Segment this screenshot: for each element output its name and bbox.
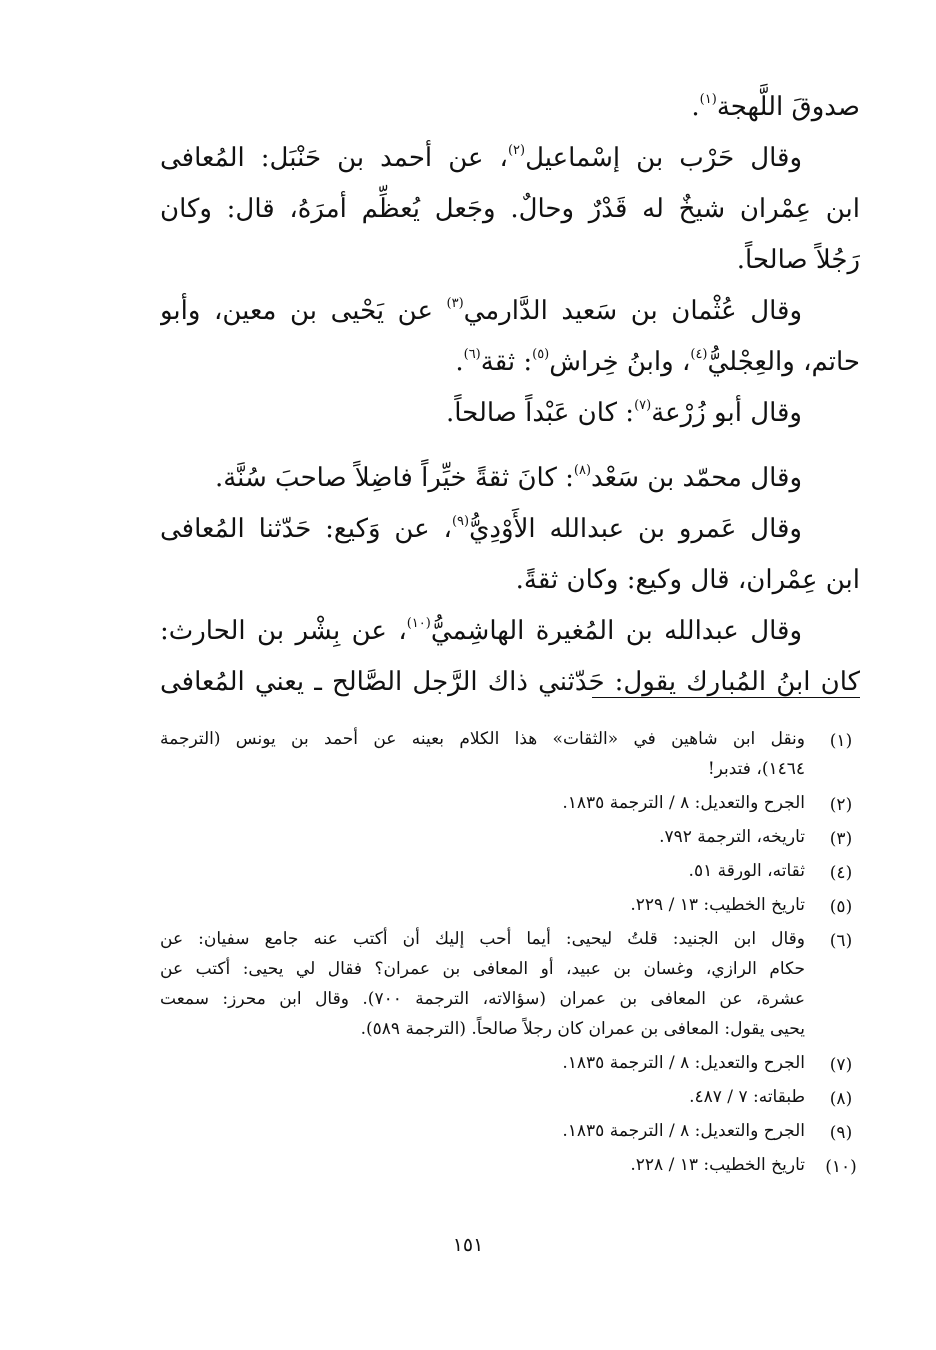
footnote [160, 1048, 865, 1078]
footnote-number: (٦) [829, 931, 853, 951]
footnote-number: (٤) [829, 863, 853, 883]
footnote-ref[interactable]: (٤) [690, 347, 708, 362]
footnote-line: تاريخ الخطيب: ١٣ / ٢٢٩. [630, 895, 805, 915]
footnote-ref[interactable]: (٣) [446, 296, 464, 311]
footnote [160, 856, 865, 886]
footnote-line: تاريخ الخطيب: ١٣ / ٢٢٨. [630, 1155, 805, 1175]
footnote [160, 924, 865, 1044]
footnote-ref[interactable]: (١) [699, 92, 717, 107]
text-line: رَجُلاً صالحاً. [736, 245, 860, 275]
footnote-number: (٥) [829, 897, 853, 917]
footnote-ref[interactable]: (٥) [532, 347, 550, 362]
text-line: صدوقَ اللَّهجة$^{(١)}$. [691, 92, 860, 122]
footnote [160, 890, 865, 920]
text-line: حاتم، والعِجْليُّ$^{(٤)}$، وابنُ خِراش$^{(٥)}$: ثقة$^{(٦)}$. [455, 347, 860, 377]
footnote [160, 1082, 865, 1112]
text-line: وقال حَرْب بن إسْماعيل$^{(٢)}$، عن أحمد بن حَنْبَل: المُعافى [160, 143, 802, 173]
footnote-ref[interactable]: (٨) [573, 463, 592, 478]
footnote [160, 822, 865, 852]
footnote-ref[interactable]: (٦) [463, 347, 481, 362]
text-line: وقال عُثْمان بن سَعيد الدَّارمي$^{(٣)}$ عن يَحْيى بن معين، وأبو [160, 296, 803, 326]
footnote-number: (٨) [829, 1089, 853, 1109]
text-line: وقال عبدالله بن المُغيرة الهاشِميُّ$^{(١٠)}$، عن بِشْر بن الحارث: [160, 616, 803, 646]
footnote-ref[interactable]: (٢) [507, 143, 526, 158]
footnote-number: (٢) [829, 795, 853, 815]
footnote-line: عشرة، عن المعافى بن عمران (سؤالاته، الترجمة ٧٠٠). وقال ابن محرز: سمعت [160, 989, 805, 1009]
footnote [160, 1116, 865, 1146]
footnote-line: طبقاته: ٧ / ٤٨٧. [689, 1087, 805, 1107]
footnote [160, 788, 865, 818]
footnote-ref[interactable]: (٧) [634, 398, 652, 413]
footnote-line: ونقل ابن شاهين في «الثقات» هذا الكلام بعينه عن أحمد بن يونس (الترجمة [160, 729, 805, 749]
text-line: ابن عِمْران، قال وكيع: وكان ثقةً. [515, 565, 860, 595]
footnote-separator [592, 697, 860, 698]
text-line: وقال محمّد بن سَعْد$^{(٨)}$: كانَ ثقةً خيِّراً فاضِلاً صاحبَ سُنَّة. [214, 463, 802, 493]
footnote-number: (٣) [829, 829, 853, 849]
footnote [160, 724, 865, 784]
footnote-line: ثقاته، الورقة ٥١. [688, 861, 805, 881]
text-line: ابن عِمْران شيخٌ له قَدْرٌ وحالٌ. وجَعل يُعظِّم أمرَهُ، قال: وكان [160, 194, 860, 224]
page-number: ١٥١ [452, 1234, 484, 1256]
main-text [160, 82, 860, 708]
footnote-line: تاريخه، الترجمة ٧٩٢. [659, 827, 805, 847]
text-line: وقال عَمرو بن عبدالله الأَوْدِيُّ$^{(٩)}$، عن وَكيع: حَدّثنا المُعافى [160, 514, 802, 544]
footnote-ref[interactable]: (٩) [451, 514, 470, 529]
footnote-line: حكام الرازي، وغسان بن عبيد، أو المعافى بن عمران؟ فقال لي يحيى: أكتب عن [160, 959, 805, 979]
footnote-number: (١) [829, 731, 853, 751]
text-line: كان ابنُ المُبارك يقول: حَدّثني ذاك الرَّجل الصَّالح ـ يعني المُعافى [160, 667, 860, 697]
footnote [160, 1150, 865, 1180]
footnote-line: الجرح والتعديل: ٨ / الترجمة ١٨٣٥. [562, 1121, 805, 1141]
footnote-number: (١٠) [825, 1157, 857, 1177]
footnote-number: (٩) [829, 1123, 853, 1143]
footnote-line: وقال ابن الجنيد: قلتُ ليحيى: أيما أحب إليك أن أكتب عنه جامع سفيان: عن [160, 929, 805, 949]
text-line: وقال أبو زُرْعة$^{(٧)}$: كان عَبْداً صالحاً. [445, 398, 802, 428]
footnote-line: الجرح والتعديل: ٨ / الترجمة ١٨٣٥. [562, 793, 805, 813]
footnote-line: ١٤٦٤)، فتدبر! [707, 759, 805, 779]
footnote-line: الجرح والتعديل: ٨ / الترجمة ١٨٣٥. [562, 1053, 805, 1073]
footnote-number: (٧) [829, 1055, 853, 1075]
footnote-line: يحيى يقول: المعافى بن عمران كان رجلاً صالحاً. (الترجمة ٥٨٩). [360, 1019, 805, 1039]
footnote-ref[interactable]: (١٠) [406, 616, 431, 631]
footnotes [160, 724, 865, 1180]
